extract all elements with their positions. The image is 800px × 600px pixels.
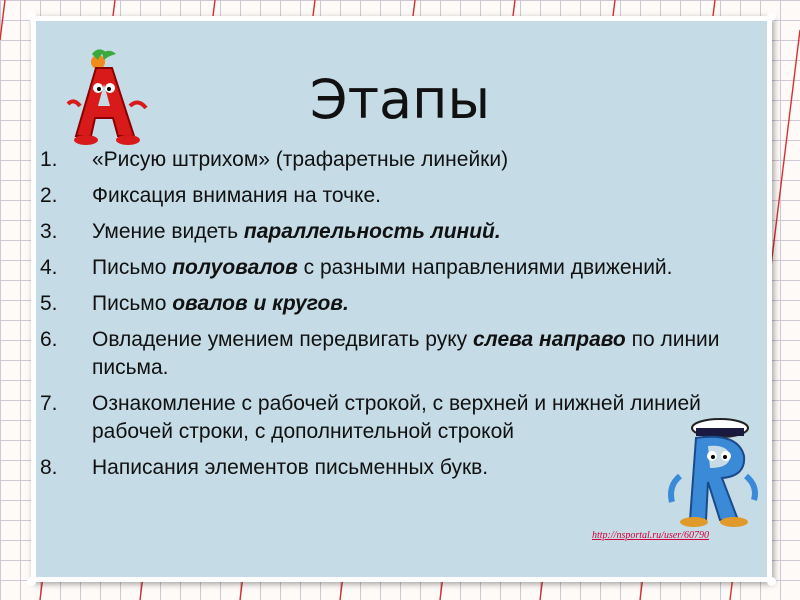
item-text: Фиксация внимания на точке.	[92, 184, 381, 207]
list-item	[40, 454, 720, 482]
emphasis-text: параллельность линий.	[243, 220, 501, 243]
emphasis-text: слева направо	[472, 328, 626, 351]
list-item	[40, 390, 720, 446]
item-text: Письмо	[92, 292, 173, 315]
corner-dot	[27, 12, 36, 21]
item-number: 2.	[40, 184, 58, 207]
item-number: 6.	[40, 328, 58, 351]
corner-dot	[27, 577, 36, 586]
item-number: 1.	[40, 148, 58, 171]
item-text: Ознакомление с рабочей строкой, с верхней и нижней линией рабочей строки, с дополнительной строкой	[92, 392, 701, 443]
list-item	[40, 290, 720, 318]
emphasis-text: полуовалов	[172, 256, 298, 279]
list-item	[40, 182, 720, 210]
list-item	[40, 146, 720, 174]
item-text: с разными направлениями движений.	[297, 256, 673, 279]
list-item	[40, 218, 720, 246]
list-item	[40, 254, 720, 282]
item-number: 5.	[40, 292, 58, 315]
stage-list	[40, 146, 720, 490]
slide-title: Этапы	[309, 68, 491, 131]
item-text: Овладение умением передвигать руку	[92, 328, 473, 351]
item-text: Письмо	[92, 256, 173, 279]
corner-dot	[767, 12, 776, 21]
item-text: «Рисую штрихом» (трафаретные линейки)	[92, 148, 509, 171]
emphasis-text: овалов и кругов.	[172, 292, 349, 315]
item-text: Умение видеть	[92, 220, 244, 243]
item-number: 4.	[40, 256, 58, 279]
item-text: по линии письма.	[92, 328, 720, 379]
item-text: Написания элементов письменных букв.	[92, 456, 489, 479]
corner-dot	[767, 577, 776, 586]
item-number: 3.	[40, 220, 58, 243]
item-number: 8.	[40, 456, 58, 479]
item-number: 7.	[40, 392, 58, 415]
list-item	[40, 326, 720, 382]
source-link[interactable]: http://nsportal.ru/user/60790	[592, 530, 709, 541]
